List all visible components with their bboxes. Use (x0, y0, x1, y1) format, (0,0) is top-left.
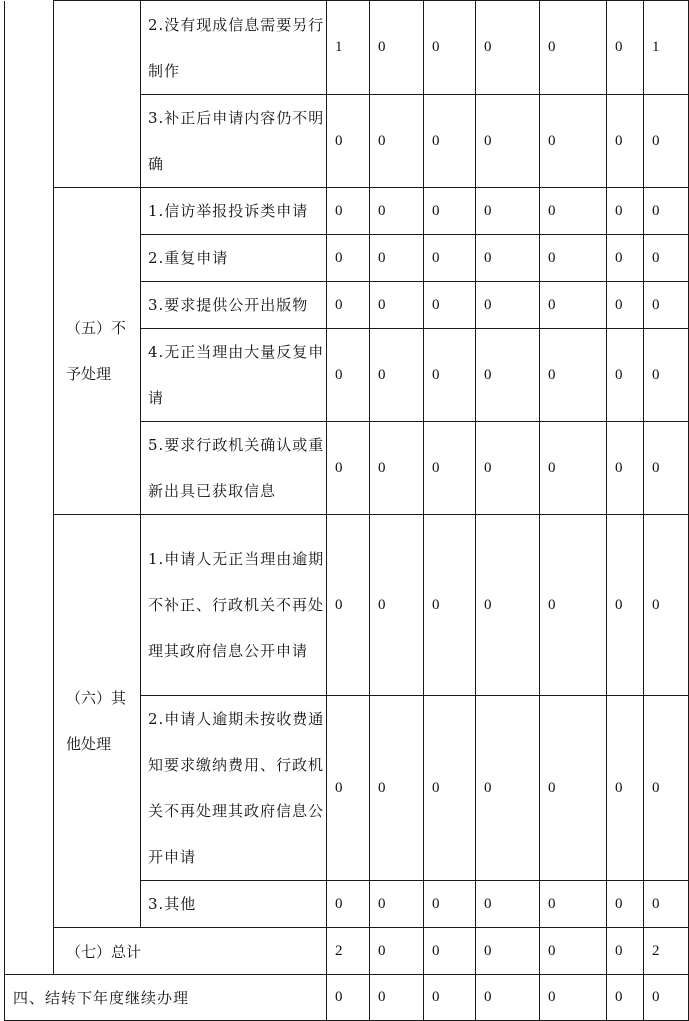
value-cell: 0 (476, 1, 540, 95)
value-cell: 0 (476, 881, 540, 928)
value-cell: 0 (644, 95, 689, 188)
value-cell: 0 (540, 975, 607, 1021)
value-cell: 0 (644, 235, 689, 282)
value-cell: 1 (644, 1, 689, 95)
value-cell: 0 (424, 696, 476, 881)
value-cell: 0 (607, 881, 644, 928)
statistics-table (4, 0, 689, 1021)
row-label: 1.申请人无正当理由逾期不补正、行政机关不再处理其政府信息公开申请 (141, 515, 327, 696)
value-cell: 0 (424, 928, 476, 975)
value-cell: 0 (370, 928, 424, 975)
value-cell: 0 (424, 329, 476, 422)
value-cell: 0 (540, 1, 607, 95)
value-cell: 0 (607, 235, 644, 282)
value-cell: 0 (540, 515, 607, 696)
value-cell: 0 (644, 188, 689, 235)
value-cell: 0 (476, 235, 540, 282)
value-cell: 0 (476, 329, 540, 422)
value-cell: 0 (424, 188, 476, 235)
value-cell: 0 (607, 329, 644, 422)
value-cell: 0 (327, 696, 370, 881)
value-cell: 0 (540, 928, 607, 975)
value-cell: 0 (607, 928, 644, 975)
value-cell: 0 (476, 282, 540, 329)
value-cell: 0 (540, 329, 607, 422)
value-cell: 0 (476, 928, 540, 975)
value-cell: 0 (424, 881, 476, 928)
row-label: 3.其他 (141, 881, 327, 928)
total-row (5, 928, 689, 975)
value-cell: 2 (644, 928, 689, 975)
value-cell: 0 (607, 188, 644, 235)
category-five: （五）不予处理 (54, 188, 141, 515)
value-cell: 0 (540, 95, 607, 188)
row-label: 4.无正当理由大量反复申请 (141, 329, 327, 422)
value-cell: 0 (644, 975, 689, 1021)
row-label: 2.没有现成信息需要另行制作 (141, 1, 327, 95)
value-cell: 0 (370, 329, 424, 422)
value-cell: 0 (476, 975, 540, 1021)
carryover-row (5, 975, 689, 1021)
value-cell: 0 (540, 881, 607, 928)
table-row (5, 515, 689, 696)
value-cell: 0 (424, 1, 476, 95)
value-cell: 0 (644, 696, 689, 881)
value-cell: 0 (476, 188, 540, 235)
value-cell: 0 (540, 235, 607, 282)
value-cell: 0 (644, 282, 689, 329)
value-cell: 0 (644, 881, 689, 928)
row-label: 1.信访举报投诉类申请 (141, 188, 327, 235)
value-cell: 0 (540, 188, 607, 235)
value-cell: 0 (607, 282, 644, 329)
value-cell: 0 (370, 975, 424, 1021)
value-cell: 0 (424, 282, 476, 329)
value-cell: 0 (370, 282, 424, 329)
value-cell: 0 (476, 95, 540, 188)
total-label: （七）总计 (54, 928, 327, 975)
value-cell: 2 (327, 928, 370, 975)
carryover-label: 四、结转下年度继续办理 (5, 975, 327, 1021)
value-cell: 0 (607, 95, 644, 188)
table-row (5, 1, 689, 95)
value-cell: 0 (327, 422, 370, 515)
value-cell: 0 (327, 329, 370, 422)
value-cell: 0 (327, 95, 370, 188)
value-cell: 0 (540, 696, 607, 881)
table-row (5, 188, 689, 235)
row-label: 2.重复申请 (141, 235, 327, 282)
value-cell: 1 (327, 1, 370, 95)
value-cell: 0 (424, 975, 476, 1021)
value-cell: 0 (476, 422, 540, 515)
row-label: 5.要求行政机关确认或重新出具已获取信息 (141, 422, 327, 515)
value-cell: 0 (370, 188, 424, 235)
value-cell: 0 (327, 235, 370, 282)
value-cell: 0 (644, 422, 689, 515)
value-cell: 0 (327, 515, 370, 696)
value-cell: 0 (370, 515, 424, 696)
value-cell: 0 (644, 515, 689, 696)
value-cell: 0 (370, 881, 424, 928)
row-label: 2.申请人逾期未按收费通知要求缴纳费用、行政机关不再处理其政府信息公开申请 (141, 696, 327, 881)
value-cell: 0 (644, 329, 689, 422)
value-cell: 0 (370, 1, 424, 95)
value-cell: 0 (424, 95, 476, 188)
value-cell: 0 (607, 975, 644, 1021)
value-cell: 0 (424, 422, 476, 515)
value-cell: 0 (370, 696, 424, 881)
value-cell: 0 (424, 515, 476, 696)
value-cell: 0 (607, 515, 644, 696)
value-cell: 0 (370, 235, 424, 282)
value-cell: 0 (327, 881, 370, 928)
row-label: 3.补正后申请内容仍不明确 (141, 95, 327, 188)
value-cell: 0 (424, 235, 476, 282)
value-cell: 0 (476, 515, 540, 696)
value-cell: 0 (540, 282, 607, 329)
value-cell: 0 (327, 282, 370, 329)
value-cell: 0 (370, 95, 424, 188)
value-cell: 0 (327, 188, 370, 235)
category-six: （六）其他处理 (54, 515, 141, 928)
value-cell: 0 (540, 422, 607, 515)
value-cell: 0 (607, 422, 644, 515)
value-cell: 0 (607, 1, 644, 95)
value-cell: 0 (370, 422, 424, 515)
outer-blank-cell (5, 1, 54, 975)
value-cell: 0 (607, 696, 644, 881)
value-cell: 0 (327, 975, 370, 1021)
category-cell-previous (54, 1, 141, 188)
value-cell: 0 (476, 696, 540, 881)
row-label: 3.要求提供公开出版物 (141, 282, 327, 329)
